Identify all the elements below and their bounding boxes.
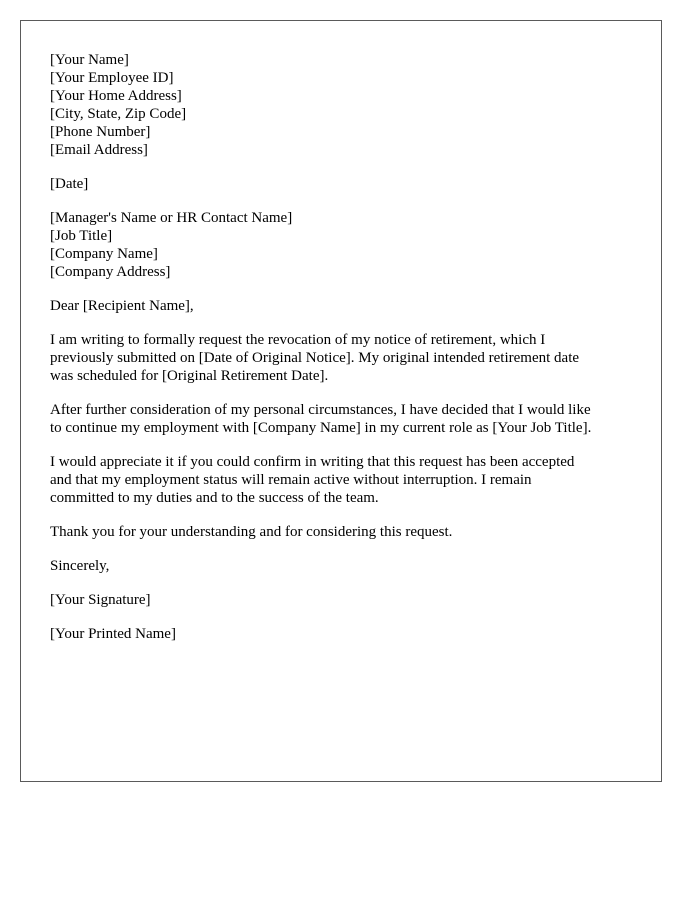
body-paragraph-1: [50, 331, 640, 385]
sender-city-state-zip: [City, State, Zip Code]: [50, 106, 187, 122]
sender-employee-id: [Your Employee ID]: [50, 70, 174, 86]
sender-block: [50, 51, 640, 159]
recipient-block: [50, 209, 640, 281]
recipient-company-name: [Company Name]: [50, 246, 158, 262]
body-paragraph-3: [50, 453, 640, 507]
body-line: After further consideration of my personal circumstances, I have decided that I would like: [50, 402, 591, 418]
recipient-name: [Manager's Name or HR Contact Name]: [50, 210, 293, 226]
printed-name: [50, 625, 640, 643]
recipient-job-title: [Job Title]: [50, 228, 113, 244]
body-line: was scheduled for [Original Retirement Date].: [50, 368, 329, 384]
body-line: I would appreciate it if you could confirm in writing that this request has been accepted: [50, 454, 575, 470]
body-line: previously submitted on [Date of Original Notice]. My original intended retirement date: [50, 350, 580, 366]
letter-page: [20, 20, 662, 782]
letter-date: [Date]: [50, 176, 89, 192]
sender-phone: [Phone Number]: [50, 124, 151, 140]
body-line: Thank you for your understanding and for considering this request.: [50, 524, 453, 540]
body-line: committed to my duties and to the success of the team.: [50, 490, 379, 506]
sender-name: [Your Name]: [50, 52, 129, 68]
body-line: I am writing to formally request the revocation of my notice of retirement, which I: [50, 332, 546, 348]
closing: [50, 557, 640, 575]
letter-content: [50, 51, 640, 659]
recipient-company-address: [Company Address]: [50, 264, 171, 280]
sender-email: [Email Address]: [50, 142, 148, 158]
signature: [50, 591, 640, 609]
body-line: and that my employment status will remain active without interruption. I remain: [50, 472, 532, 488]
signature-text: [Your Signature]: [50, 592, 151, 608]
date-block: [50, 175, 640, 193]
printed-name-text: [Your Printed Name]: [50, 626, 176, 642]
salutation: [50, 297, 640, 315]
body-paragraph-2: [50, 401, 640, 437]
body-line: to continue my employment with [Company Name] in my current role as [Your Job Title].: [50, 420, 592, 436]
body-paragraph-4: [50, 523, 640, 541]
sender-home-address: [Your Home Address]: [50, 88, 182, 104]
salutation-text: Dear [Recipient Name],: [50, 298, 194, 314]
closing-text: Sincerely,: [50, 558, 110, 574]
